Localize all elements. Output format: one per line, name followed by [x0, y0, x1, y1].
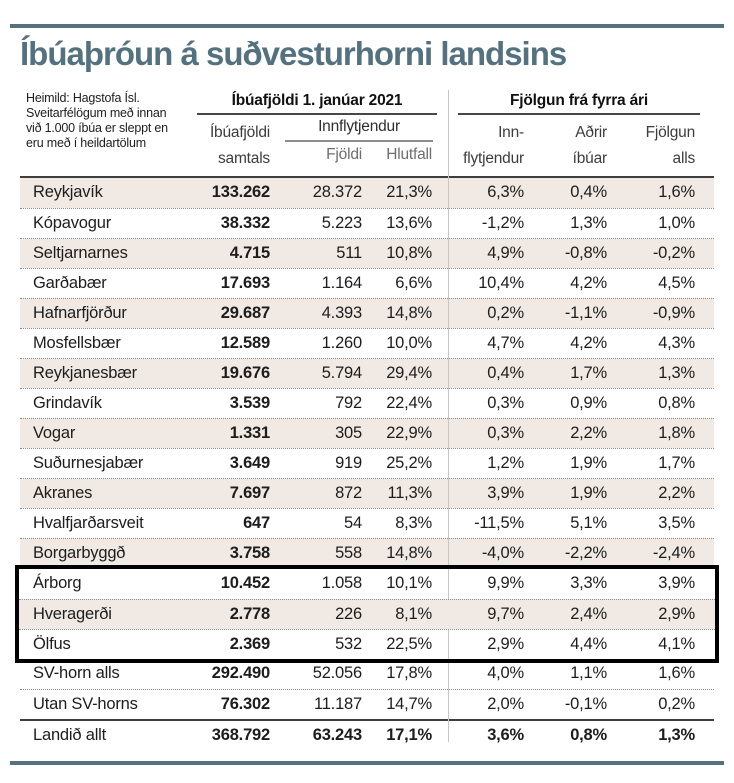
growth-total-cell: 1,0%: [658, 214, 695, 232]
total-population-cell: 29.687: [220, 304, 270, 322]
growth-immigrants-cell: 6,3%: [487, 183, 524, 201]
table-row: [19, 569, 715, 599]
column-header-growth-others-line2: íbúar: [572, 150, 607, 167]
column-gap: [432, 329, 456, 358]
column-gap: [432, 539, 456, 568]
total-population-cell: 7.697: [229, 484, 270, 502]
municipality-name-cell: Hafnarfjörður: [33, 304, 127, 322]
column-header-total: [150, 120, 270, 172]
immigrants-ratio-cell: 14,8%: [386, 544, 432, 562]
municipality-name-cell: Landið allt: [33, 726, 107, 744]
table-row: [20, 178, 714, 208]
table-row: [20, 448, 714, 478]
growth-others-cell: -1,1%: [564, 304, 607, 322]
total-population-cell: 3.539: [229, 394, 270, 412]
immigrants-count-cell: 792: [335, 394, 362, 412]
growth-total-cell: 3,9%: [658, 574, 695, 592]
immigrants-count-cell: 919: [335, 454, 362, 472]
total-population-cell: 368.792: [211, 726, 270, 744]
municipality-name-cell: Hvalfjarðarsveit: [33, 514, 144, 532]
column-header-immigrants-group: Innflytjendur: [318, 118, 400, 135]
growth-immigrants-cell: 4,0%: [487, 664, 524, 682]
table-row: [20, 268, 714, 298]
municipality-name-cell: Reykjanesbær: [33, 364, 137, 382]
table-header: [20, 88, 714, 176]
total-population-cell: 19.676: [220, 364, 270, 382]
immigrants-ratio-cell: 14,7%: [386, 695, 432, 713]
growth-total-cell: 0,2%: [658, 695, 695, 713]
immigrants-count-cell: 1.260: [321, 334, 362, 352]
table-row: [20, 538, 714, 568]
table-row: [20, 328, 714, 358]
source-note-line: eru með í heildartölum: [26, 136, 146, 150]
growth-total-cell: 1,3%: [658, 364, 695, 382]
source-note-line: Sveitarfélögum með innan: [26, 106, 167, 120]
table-row: [20, 238, 714, 268]
column-gap: [432, 389, 456, 418]
column-gap: [432, 630, 456, 659]
municipality-name-cell: Grindavík: [33, 394, 102, 412]
immigrants-ratio-cell: 10,8%: [386, 244, 432, 262]
municipality-name-cell: Akranes: [33, 484, 93, 502]
municipality-name-cell: Kópavogur: [33, 214, 112, 232]
column-header-count: Fjöldi: [326, 146, 362, 163]
source-note-line: Heimild: Hagstofa Ísl.: [26, 91, 140, 105]
immigrants-ratio-cell: 22,5%: [386, 635, 432, 653]
column-header-total-line2: samtals: [217, 150, 270, 167]
table-row: [20, 418, 714, 448]
table-row: [19, 599, 715, 629]
immigrants-ratio-cell: 22,9%: [386, 424, 432, 442]
table-row: [20, 659, 714, 689]
growth-others-cell: 2,2%: [570, 424, 607, 442]
growth-immigrants-cell: 4,9%: [487, 244, 524, 262]
growth-others-cell: 0,8%: [570, 726, 607, 744]
immigrants-count-cell: 28.372: [312, 183, 362, 201]
growth-total-cell: -0,2%: [652, 244, 695, 262]
total-population-cell: 4.715: [229, 244, 270, 262]
municipality-name-cell: Utan SV-horns: [33, 695, 138, 713]
municipality-name-cell: Árborg: [33, 574, 82, 592]
growth-others-cell: -2,2%: [564, 544, 607, 562]
table-row: [20, 719, 714, 749]
growth-immigrants-cell: 1,2%: [487, 454, 524, 472]
immigrants-count-cell: 558: [335, 544, 362, 562]
table-row: [20, 478, 714, 508]
growth-others-cell: -0,1%: [564, 695, 607, 713]
population-table: [20, 88, 714, 749]
total-population-cell: 12.589: [220, 334, 270, 352]
total-population-cell: 2.369: [229, 635, 270, 653]
immigrants-count-cell: 11.187: [313, 695, 362, 713]
immigrants-count-cell: 5.794: [321, 364, 362, 382]
growth-immigrants-cell: 2,9%: [487, 635, 524, 653]
top-rule: [10, 24, 724, 28]
growth-total-cell: 1,7%: [658, 454, 695, 472]
column-header-growth-total-line2: alls: [672, 150, 695, 167]
immigrants-count-cell: 532: [335, 635, 362, 653]
immigrants-count-cell: 226: [335, 605, 362, 623]
immigrants-count-cell: 63.243: [312, 726, 362, 744]
growth-immigrants-cell: -1,2%: [481, 214, 524, 232]
immigrants-ratio-cell: 22,4%: [386, 394, 432, 412]
immigrants-ratio-cell: 6,6%: [395, 274, 432, 292]
total-population-cell: 3.758: [229, 544, 270, 562]
column-gap: [432, 659, 456, 689]
bottom-rule: [10, 761, 724, 765]
immigrants-ratio-cell: 10,1%: [386, 574, 432, 592]
municipality-name-cell: Borgarbyggð: [33, 544, 126, 562]
immigrants-ratio-cell: 17,8%: [386, 664, 432, 682]
column-header-total-line1: Íbúafjöldi: [209, 124, 270, 141]
growth-total-cell: 1,6%: [658, 183, 695, 201]
column-header-ratio: Hlutfall: [386, 146, 432, 163]
growth-others-cell: 1,9%: [570, 484, 607, 502]
column-gap: [432, 419, 456, 448]
column-header-growth-total-line1: Fjölgun: [645, 124, 695, 141]
column-gap: [432, 299, 456, 328]
source-note-line: við 1.000 íbúa er sleppt en: [26, 121, 168, 135]
growth-others-cell: 1,1%: [570, 664, 607, 682]
immigrants-ratio-cell: 11,3%: [387, 484, 432, 502]
growth-others-cell: 3,3%: [570, 574, 607, 592]
table-row: [20, 388, 714, 418]
growth-immigrants-cell: 3,6%: [487, 726, 524, 744]
growth-immigrants-cell: 3,9%: [487, 484, 524, 502]
total-population-cell: 76.302: [220, 695, 270, 713]
growth-others-cell: 0,4%: [570, 183, 607, 201]
growth-immigrants-cell: 0,3%: [487, 424, 524, 442]
rows-main: [20, 176, 714, 568]
growth-others-cell: 4,2%: [570, 274, 607, 292]
column-gap: [432, 600, 456, 629]
immigrants-count-cell: 511: [336, 244, 362, 262]
growth-others-cell: 0,9%: [570, 394, 607, 412]
growth-immigrants-cell: 4,7%: [487, 334, 524, 352]
column-gap: [432, 359, 456, 388]
immigrants-ratio-cell: 13,6%: [386, 214, 432, 232]
immigrants-ratio-cell: 17,1%: [386, 726, 432, 744]
column-header-immigrants-rule: [285, 140, 433, 142]
municipality-name-cell: Ölfus: [33, 635, 71, 653]
group-header-population-rule: [197, 113, 437, 115]
immigrants-count-cell: 5.223: [321, 214, 362, 232]
growth-others-cell: 1,9%: [570, 454, 607, 472]
table-row: [20, 689, 714, 719]
column-header-growth-others-line1: Aðrir: [575, 124, 607, 141]
growth-others-cell: 1,3%: [570, 214, 607, 232]
column-header-growth-immigrants-line1: Inn-: [498, 124, 524, 141]
growth-total-cell: 2,9%: [658, 605, 695, 623]
growth-immigrants-cell: 0,3%: [487, 394, 524, 412]
group-header-growth-rule: [458, 113, 700, 115]
highlight-box: [15, 565, 719, 663]
growth-total-cell: -2,4%: [652, 544, 695, 562]
table-row: [20, 358, 714, 388]
table-row: [20, 298, 714, 328]
rows-totals: [20, 659, 714, 749]
group-header-population: Íbúafjöldi 1. janúar 2021: [231, 92, 403, 109]
growth-total-cell: -0,9%: [652, 304, 695, 322]
growth-total-cell: 4,3%: [658, 334, 695, 352]
column-gap: [432, 509, 456, 538]
page-title: Íbúaþróun á suðvesturhorni landsins: [20, 35, 567, 72]
municipality-name-cell: Vogar: [33, 424, 76, 442]
immigrants-count-cell: 54: [344, 514, 362, 532]
total-population-cell: 133.262: [211, 183, 270, 201]
growth-immigrants-cell: -11,5%: [474, 514, 524, 532]
growth-total-cell: 0,8%: [658, 394, 695, 412]
column-header-growth-immigrants-line2: flytjendur: [463, 150, 524, 167]
column-gap: [432, 239, 456, 268]
immigrants-ratio-cell: 10,0%: [386, 334, 432, 352]
immigrants-count-cell: 872: [335, 484, 362, 502]
immigrants-count-cell: 1.164: [321, 274, 362, 292]
immigrants-ratio-cell: 8,3%: [395, 514, 432, 532]
growth-total-cell: 2,2%: [658, 484, 695, 502]
growth-immigrants-cell: 10,4%: [478, 274, 524, 292]
growth-immigrants-cell: 0,2%: [487, 304, 524, 322]
growth-others-cell: 2,4%: [570, 605, 607, 623]
table-row: [20, 208, 714, 238]
municipality-name-cell: Suðurnesjabær: [33, 454, 144, 472]
table-row: [19, 629, 715, 659]
column-gap: [432, 178, 456, 208]
column-gap: [432, 269, 456, 298]
growth-total-cell: 4,5%: [658, 274, 695, 292]
immigrants-ratio-cell: 21,3%: [386, 183, 432, 201]
municipality-name-cell: Reykjavík: [33, 183, 103, 201]
column-gap: [432, 721, 456, 749]
growth-immigrants-cell: 9,9%: [487, 574, 524, 592]
total-population-cell: 10.452: [220, 574, 270, 592]
total-population-cell: 647: [243, 514, 270, 532]
growth-total-cell: 4,1%: [658, 635, 695, 653]
immigrants-ratio-cell: 25,2%: [386, 454, 432, 472]
total-population-cell: 17.693: [220, 274, 270, 292]
column-gap: [432, 690, 456, 719]
growth-total-cell: 1,3%: [658, 726, 695, 744]
table-row: [20, 508, 714, 538]
growth-others-cell: 5,1%: [570, 514, 607, 532]
column-gap: [432, 209, 456, 238]
growth-others-cell: -0,8%: [564, 244, 607, 262]
column-gap: [432, 479, 456, 508]
growth-total-cell: 1,6%: [658, 664, 695, 682]
growth-others-cell: 4,2%: [570, 334, 607, 352]
total-population-cell: 292.490: [211, 664, 270, 682]
growth-total-cell: 1,8%: [658, 424, 695, 442]
table-body: [20, 176, 714, 749]
total-population-cell: 38.332: [220, 214, 270, 232]
group-header-growth: Fjölgun frá fyrra ári: [510, 92, 648, 109]
growth-others-cell: 4,4%: [570, 635, 607, 653]
immigrants-ratio-cell: 29,4%: [386, 364, 432, 382]
municipality-name-cell: Mosfellsbær: [33, 334, 121, 352]
growth-immigrants-cell: 2,0%: [487, 695, 524, 713]
municipality-name-cell: Seltjarnarnes: [33, 244, 128, 262]
column-header-growth-total: [610, 120, 695, 172]
column-gap: [432, 569, 456, 599]
immigrants-ratio-cell: 14,8%: [386, 304, 432, 322]
municipality-name-cell: SV-horn alls: [33, 664, 120, 682]
column-header-growth-others: [525, 120, 607, 172]
immigrants-count-cell: 4.393: [321, 304, 362, 322]
municipality-name-cell: Hveragerði: [33, 605, 112, 623]
total-population-cell: 2.778: [229, 605, 270, 623]
total-population-cell: 3.649: [229, 454, 270, 472]
immigrants-ratio-cell: 8,1%: [395, 605, 432, 623]
immigrants-count-cell: 305: [335, 424, 362, 442]
growth-immigrants-cell: 9,7%: [487, 605, 524, 623]
municipality-name-cell: Garðabær: [33, 274, 107, 292]
column-gap: [432, 449, 456, 478]
total-population-cell: 1.331: [229, 424, 270, 442]
growth-total-cell: 3,5%: [658, 514, 695, 532]
growth-immigrants-cell: 0,4%: [487, 364, 524, 382]
growth-others-cell: 1,7%: [570, 364, 607, 382]
growth-immigrants-cell: -4,0%: [481, 544, 524, 562]
immigrants-count-cell: 52.056: [312, 664, 362, 682]
immigrants-count-cell: 1.058: [321, 574, 362, 592]
